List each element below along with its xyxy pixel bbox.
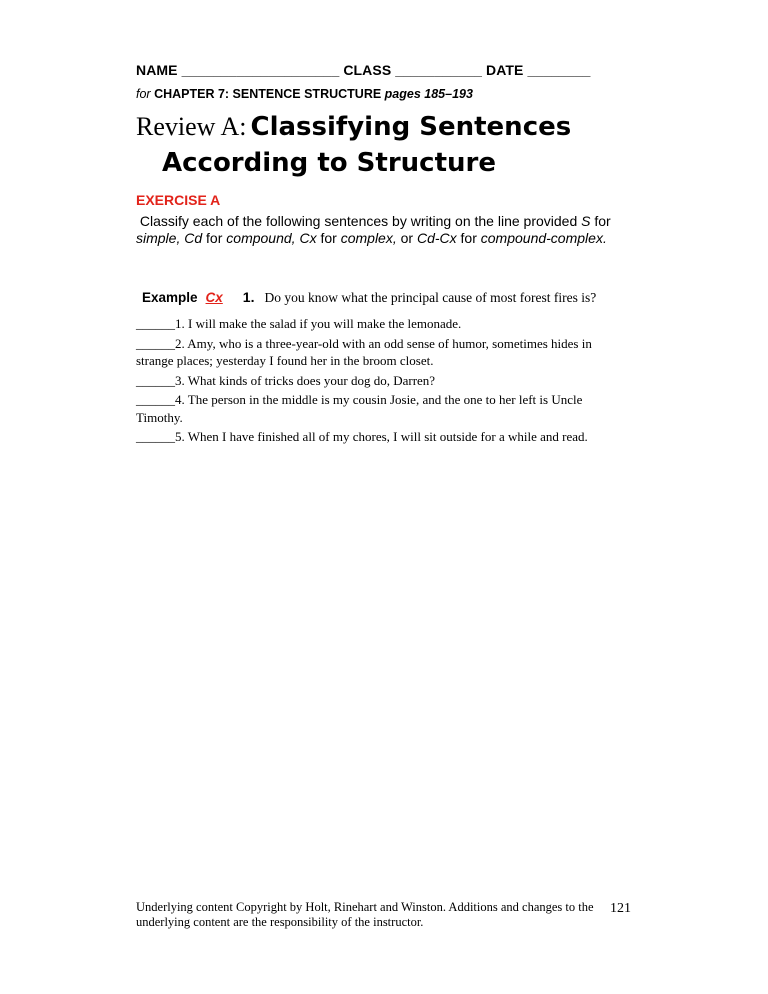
- exercise-item-1: [136, 315, 626, 333]
- exercise-item-5: [136, 428, 626, 446]
- item-text-1: 1. I will make the salad if you will make the lemonade.: [175, 316, 462, 331]
- exercise-items: [136, 315, 626, 448]
- exercise-item-2: [136, 335, 626, 370]
- instr-text-1: Classify each of the following sentences by writing on the line provided: [139, 213, 578, 229]
- word-simple: simple,: [136, 230, 181, 246]
- example-answer: Cx: [205, 290, 223, 305]
- title-review-label: Review A:: [136, 112, 247, 141]
- example-number: 1.: [242, 289, 255, 305]
- exercise-item-4: [136, 391, 626, 426]
- word-complex: complex,: [340, 230, 397, 246]
- chapter-line: [136, 87, 473, 101]
- page-title: [136, 110, 696, 180]
- word-compound: compound,: [226, 230, 296, 246]
- answer-blank-2[interactable]: ______: [136, 335, 175, 351]
- title-line-1: Classifying Sentences: [250, 112, 572, 142]
- instr-for-4: for: [460, 230, 477, 246]
- name-class-date-line: NAME ____________________ CLASS ___________ DATE ________: [136, 62, 591, 78]
- example-label: Example: [142, 290, 198, 305]
- answer-blank-4[interactable]: ______: [136, 392, 175, 407]
- word-compound-complex: compound-complex.: [480, 230, 607, 246]
- item-text-2: 2. Amy, who is a three-year-old with an odd sense of humor, sometimes hides in strange places; yesterday I found her in the broom closet.: [136, 335, 592, 368]
- answer-blank-1[interactable]: ______: [136, 316, 175, 331]
- answer-blank-5[interactable]: ______: [136, 429, 175, 444]
- chapter-for: for: [136, 87, 151, 101]
- chapter-title: CHAPTER 7: SENTENCE STRUCTURE: [154, 87, 382, 101]
- code-cx: Cx: [299, 230, 317, 246]
- item-text-4: 4. The person in the middle is my cousin Josie, and the one to her left is Uncle Timothy.: [136, 392, 583, 425]
- title-line-2: According to Structure: [162, 148, 496, 178]
- instr-or: or: [400, 230, 414, 246]
- example-row: [142, 289, 662, 307]
- instr-for-2: for: [206, 230, 223, 246]
- instr-for-3: for: [320, 230, 337, 246]
- instr-for-1: for: [594, 213, 611, 229]
- exercise-item-3: [136, 372, 626, 390]
- item-text-3: 3. What kinds of tricks does your dog do, Darren?: [175, 372, 436, 388]
- exercise-instructions: [136, 213, 636, 247]
- copyright-footer: Underlying content Copyright by Holt, Rinehart and Winston. Additions and changes to the underlying content are the responsibility of the instructor.: [136, 900, 594, 929]
- exercise-heading: EXERCISE A: [136, 192, 221, 208]
- chapter-pages: pages 185–193: [384, 87, 473, 101]
- page-number: 121: [610, 901, 631, 916]
- code-cd-cx: Cd-Cx: [416, 230, 457, 246]
- answer-blank-3[interactable]: ______: [136, 372, 175, 388]
- item-text-5: 5. When I have finished all of my chores, I will sit outside for a while and read.: [175, 429, 588, 444]
- example-sentence: Do you know what the principal cause of most forest fires is?: [264, 290, 597, 305]
- code-s: S: [581, 213, 591, 229]
- code-cd: Cd: [184, 230, 203, 246]
